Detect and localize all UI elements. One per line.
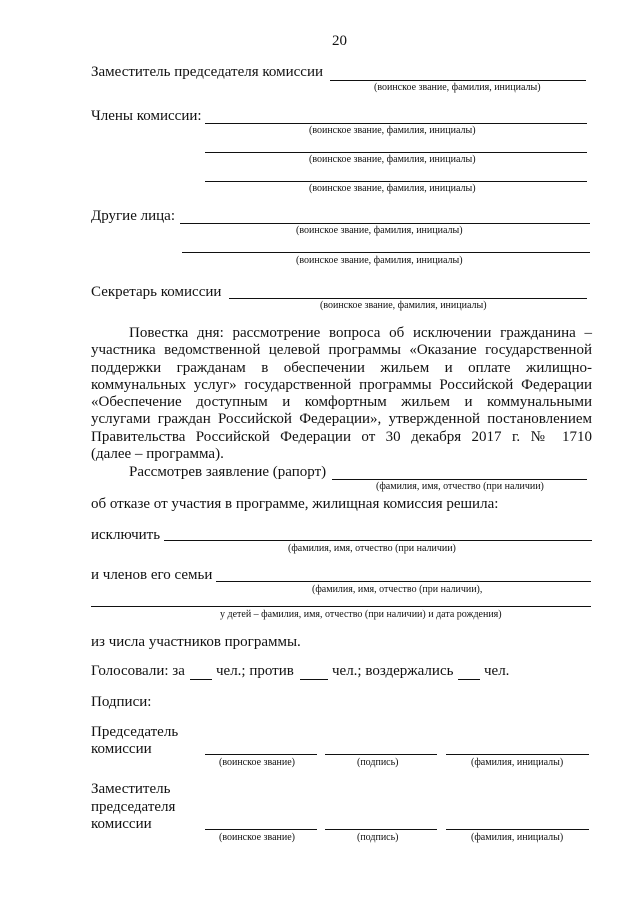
members-line-3 [205,181,587,182]
deputy-rank-line [205,829,317,830]
others-caption-2: (воинское звание, фамилия, инициалы) [296,255,463,266]
vote-label: Голосовали: за [91,663,185,679]
chair-name-line [446,754,589,755]
members-caption-2: (воинское звание, фамилия, инициалы) [309,154,476,165]
chair-rank-caption: (воинское звание) [219,757,295,768]
deputy-rank-caption: (воинское звание) [219,832,295,843]
others-line-1 [180,223,590,224]
agenda-line: коммунальных услуг» государственной программы Российской Федерации [91,376,592,393]
agenda-line: услугами граждан Российской Федерации», утвержденной постановлением [91,411,592,428]
family-caption-2: у детей – фамилия, имя, отчество (при наличии) и дата рождения) [220,609,502,620]
exclude-line [164,540,592,541]
review-caption: (фамилия, имя, отчество (при наличии) [376,481,544,492]
family-label: и членов его семьи [91,567,213,583]
vote-unit-3: чел. [484,663,510,679]
vote-unit-1: чел.; против [216,663,294,679]
review-label: Рассмотрев заявление (рапорт) [129,464,327,480]
agenda-line: Правительства Российской Федерации от 30 декабря 2017 г. № 1710 [91,428,592,445]
agenda-line: «Обеспечение доступным и комфортным жильем и коммунальными [91,394,592,411]
exclude-caption: (фамилия, имя, отчество (при наличии) [288,543,456,554]
members-caption-3: (воинское звание, фамилия, инициалы) [309,183,476,194]
refusal-text: об отказе от участия в программе, жилищная комиссия решила: [91,496,499,512]
chair-title-line1: Председатель [91,724,179,740]
deputy-title-line2: председателя [91,799,176,815]
chair-rank-line [205,754,317,755]
vote-abstain-blank [458,679,480,680]
members-label: Члены комиссии: [91,108,202,124]
agenda-line: (далее – программа). [91,446,224,463]
secretary-caption: (воинское звание, фамилия, инициалы) [320,300,487,311]
members-line-1 [205,123,587,124]
deputy-name-line [446,829,589,830]
page-number: 20 [332,33,347,49]
deputy-sign-caption: (подпись) [357,832,399,843]
vote-against-blank [300,679,328,680]
agenda-line: участника ведомственной целевой программы «Оказание государственной [91,342,592,359]
agenda-line: поддержки гражданам в обеспечении жильем и оплате жилищно- [91,359,592,376]
chair-name-caption: (фамилия, инициалы) [471,757,564,768]
deputy-title-line3: комиссии [91,816,152,832]
exclude-label: исключить [91,527,161,543]
others-caption-1: (воинское звание, фамилия, инициалы) [296,225,463,236]
chair-title-line2: комиссии [91,741,152,757]
family-line-1 [216,581,591,582]
secretary-line [229,298,587,299]
agenda-line: Повестка дня: рассмотрение вопроса об исключении гражданина – [129,325,592,341]
secretary-label: Секретарь комиссии [91,284,222,300]
family-caption: (фамилия, имя, отчество (при наличии), [312,584,483,595]
deputy-title-line1: Заместитель [91,781,171,797]
deputy-chair-line [330,80,586,81]
members-caption-1: (воинское звание, фамилия, инициалы) [309,125,476,136]
members-line-2 [205,152,587,153]
vote-for-blank [190,679,212,680]
chair-sign-caption: (подпись) [357,757,399,768]
review-line [332,479,587,480]
from-participants-text: из числа участников программы. [91,634,301,650]
deputy-chair-caption: (воинское звание, фамилия, инициалы) [374,82,541,93]
others-label: Другие лица: [91,208,175,224]
deputy-sign-line [325,829,437,830]
deputy-name-caption: (фамилия, инициалы) [471,832,564,843]
vote-unit-2: чел.; воздержались [332,663,454,679]
agenda-paragraph [91,325,592,463]
family-line-2 [91,606,591,607]
others-line-2 [182,252,590,253]
chair-sign-line [325,754,437,755]
deputy-chair-label: Заместитель председателя комиссии [91,64,324,80]
signatures-label: Подписи: [91,694,152,710]
